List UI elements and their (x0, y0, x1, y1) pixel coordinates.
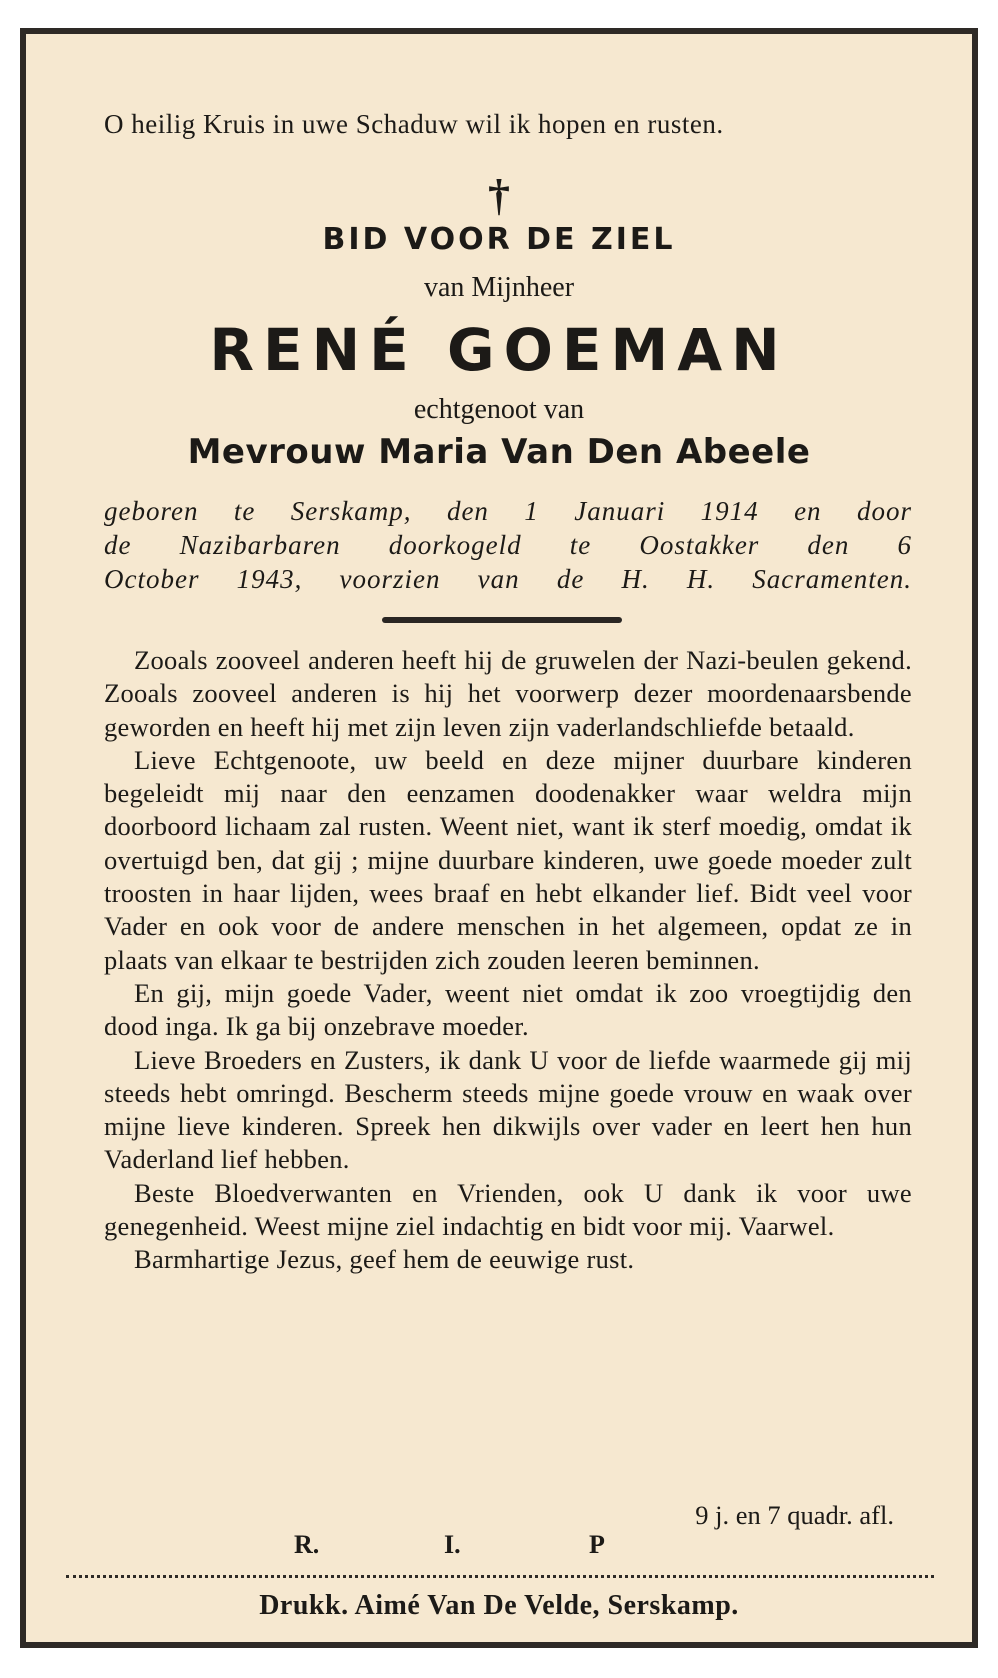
paragraph: Lieve Echtgenoote, uw beeld en deze mijner duurbare kinderen begeleidt mij naar den eenzamen doodenakker waar weldra mijn doorboord lichaam zal rusten. Weent niet, want ik sterf moedig, omdat ik overtuigd ben, dat gij ; mijne duurbare kinderen, uwe goede moeder zult troosten in haar lijden, wees braaf en hebt elkander lief. Bidt veel voor Vader en ook voor de andere menschen in het algemeen, opdat ze in plaats van elkaar te bestrijden zich zouden leeren beminnen. (104, 744, 912, 975)
spouse-name: Mevrouw Maria Van Den Abeele (187, 432, 811, 472)
deceased-name: RENÉ GOEMAN (209, 316, 789, 384)
birth-death-details (104, 494, 912, 596)
rip-letter: P (589, 1530, 605, 1559)
farewell-text (104, 644, 912, 1277)
spouse-intro: echtgenoot van (413, 394, 585, 425)
rip-letter: R. (294, 1530, 320, 1559)
dotted-divider (66, 1575, 934, 1578)
divider (382, 617, 622, 623)
cross-icon: † (488, 171, 510, 220)
memorial-card (20, 28, 978, 1648)
printer-credit: Drukk. Aimé Van De Velde, Serskamp. (259, 1590, 739, 1621)
paragraph: Lieve Broeders en Zusters, ik dank U voor de liefde waarmede gij mij steeds hebt omringd. Bescherm steeds mijne goede vrouw en waak over mijne lieve kinderen. Spreek hen dikwijls over vader en leert hen hun Vaderland lief hebben. (104, 1044, 912, 1175)
rip-letter: I. (444, 1530, 461, 1559)
paragraph: En gij, mijn goede Vader, weent niet omdat ik zoo vroegtijdig den dood inga. Ik ga bij onzebrave moeder. (104, 977, 912, 1042)
salutation: van Mijnheer (423, 272, 575, 303)
heading: BID VOOR DE ZIEL (322, 222, 676, 257)
birth-line: de Nazibarbaren doorkogeld te Oostakker den 6 (104, 530, 912, 560)
indulgence-note: 9 j. en 7 quadr. afl. (695, 1500, 894, 1530)
paragraph: Zooals zooveel anderen heeft hij de gruwelen der Nazi-beulen gekend. Zooals zooveel anderen is hij het voorwerp dezer moordenaarsbende geworden en heeft hij met zijn leven zijn vaderlandschliefde betaald. (104, 645, 912, 742)
birth-line: October 1943, voorzien van de H. H. Sacramenten. (104, 564, 912, 594)
paragraph: Barmhartige Jezus, geef hem de eeuwige rust. (134, 1244, 635, 1275)
epigraph: O heilig Kruis in uwe Schaduw wil ik hopen en rusten. (104, 109, 724, 139)
birth-line: geboren te Serskamp, den 1 Januari 1914 en door (104, 496, 912, 526)
paragraph: Beste Bloedverwanten en Vrienden, ook U dank ik voor uwe genegenheid. Weest mijne ziel indachtig en bidt voor mij. Vaarwel. (104, 1177, 912, 1242)
